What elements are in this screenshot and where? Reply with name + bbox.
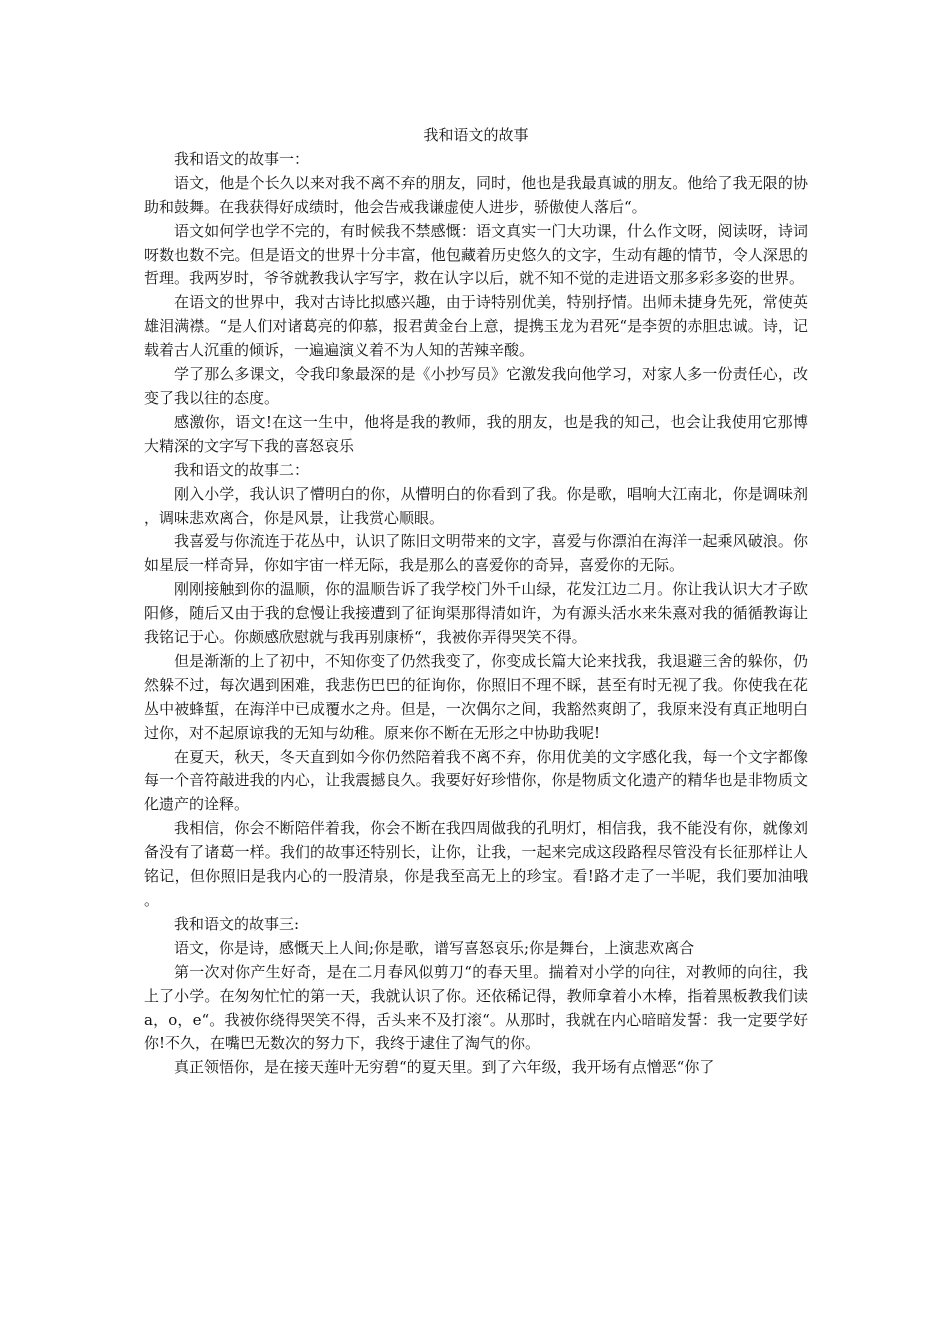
section-heading-3: 我和语文的故事三: [174, 914, 300, 933]
paragraph: 刚入小学，我认识了懵明白的你，从懵明白的你看到了我。你是歌，唱响大江南北，你是调味剂，调味悲欢离合，你是风景，让我赏心顺眼。 [144, 484, 808, 527]
paragraph: 在夏天，秋天，冬天直到如今你仍然陪着我不离不弃，你用优美的文字感化我，每一个文字都像每一个音符敲进我的内心，让我震撼良久。我要好好珍惜你，你是物质文化遗产的精华也是非物质文化遗产的诠释。 [144, 747, 808, 814]
paragraph: 语文，他是个长久以来对我不离不弃的朋友，同时，他也是我最真诚的朋友。他给了我无限的协助和鼓舞。在我获得好成绩时，他会告戒我谦虚使人进步，骄傲使人落后“。 [144, 173, 808, 216]
paragraph: 学了那么多课文，令我印象最深的是《小抄写员》它激发我向他学习，对家人多一份责任心，改变了我以往的态度。 [144, 365, 808, 407]
paragraph: 在语文的世界中，我对古诗比拟感兴趣，由于诗特别优美，特别抒情。出师未捷身先死，常使英雄泪满襟。“是人们对诸葛亮的仰慕，报君黄金台上意，提携玉龙为君死“是李贺的赤胆忠诚。诗，记载着古人沉重的倾诉，一遍遍演义着不为人知的苦辣辛酸。 [144, 293, 808, 360]
paragraph: 第一次对你产生好奇，是在二月春风似剪刀“的春天里。揣着对小学的向往，对教师的向往，我上了小学。在匆匆忙忙的第一天，我就认识了你。还依稀记得，教师拿着小木棒，指着黑板教我们读 a，o，e“。我被你绕得哭笑不得，舌头来不及打滚“。从那时，我就在内心暗暗发誓：我一定要学好你!不久，在嘴巴无数次的努力下，我终于逮住了淘气的你。 [144, 962, 808, 1053]
paragraph: 感激你，语文!在这一生中，他将是我的教师，我的朋友，也是我的知己，也会让我使用它那博大精深的文字写下我的喜怒哀乐 [144, 412, 808, 455]
paragraph: 刚刚接触到你的温顺，你的温顺告诉了我学校门外千山绿，花发江边二月。你让我认识大才子欧阳修，随后又由于我的怠慢让我接遭到了征询渠那得清如许，为有源头活水来朱熹对我的循循教诲让我铭记于心。你颇感欣慰就与我再别康桥“，我被你弄得哭笑不得。 [144, 580, 808, 647]
section-heading-1: 我和语文的故事一： [174, 149, 310, 168]
section-heading-2: 我和语文的故事二： [174, 460, 310, 479]
paragraph: 我相信，你会不断陪伴着我，你会不断在我四周做我的孔明灯，相信我，我不能没有你，就像刘备没有了诸葛一样。我们的故事还特别长，让你，让我，一起来完成这段路程尽管没有长征那样让人铭记，但你照旧是我内心的一股清泉，你是我至高无上的珍宝。看!路才走了一半呢，我们要加油哦。 [144, 819, 808, 909]
document-body [144, 124, 808, 1080]
paragraph: 真正领悟你，是在接天莲叶无穷碧“的夏天里。到了六年级，我开场有点憎恶“你了 [174, 1058, 715, 1077]
document-title: 我和语文的故事 [423, 126, 529, 144]
paragraph: 但是渐渐的上了初中，不知你变了仍然我变了，你变成长篇大论来找我，我退避三舍的躲你，仍然躲不过，每次遇到困难，我悲伤巴巴的征询你，你照旧不理不睬，甚至有时无视了我。你使我在花丛中被蜂蜇，在海洋中已成覆水之舟。但是，一次偶尔之间，我豁然爽朗了，我原来没有真正地明白过你，对不起原谅我的无知与幼稚。原来你不断在无形之中协助我呢! [144, 651, 808, 742]
paragraph: 我喜爱与你流连于花丛中，认识了陈旧文明带来的文字，喜爱与你漂泊在海洋一起乘风破浪。你如星辰一样奇异，你如宇宙一样无际，我是那么的喜爱你的奇异，喜爱你的无际。 [144, 532, 808, 575]
paragraph: 语文如何学也学不完的，有时候我不禁感慨：语文真实一门大功课，什么作文呀，阅读呀，诗词呀数也数不完。但是语文的世界十分丰富，他包藏着历史悠久的文字，生动有趣的情节，令人深思的哲理。我两岁时，爷爷就教我认字写字，救在认字以后，就不知不觉的走进语文那多彩多姿的世界。 [144, 221, 808, 288]
paragraph: 语文，你是诗，感慨天上人间;你是歌，谱写喜怒哀乐;你是舞台，上演悲欢离合 [174, 938, 695, 957]
